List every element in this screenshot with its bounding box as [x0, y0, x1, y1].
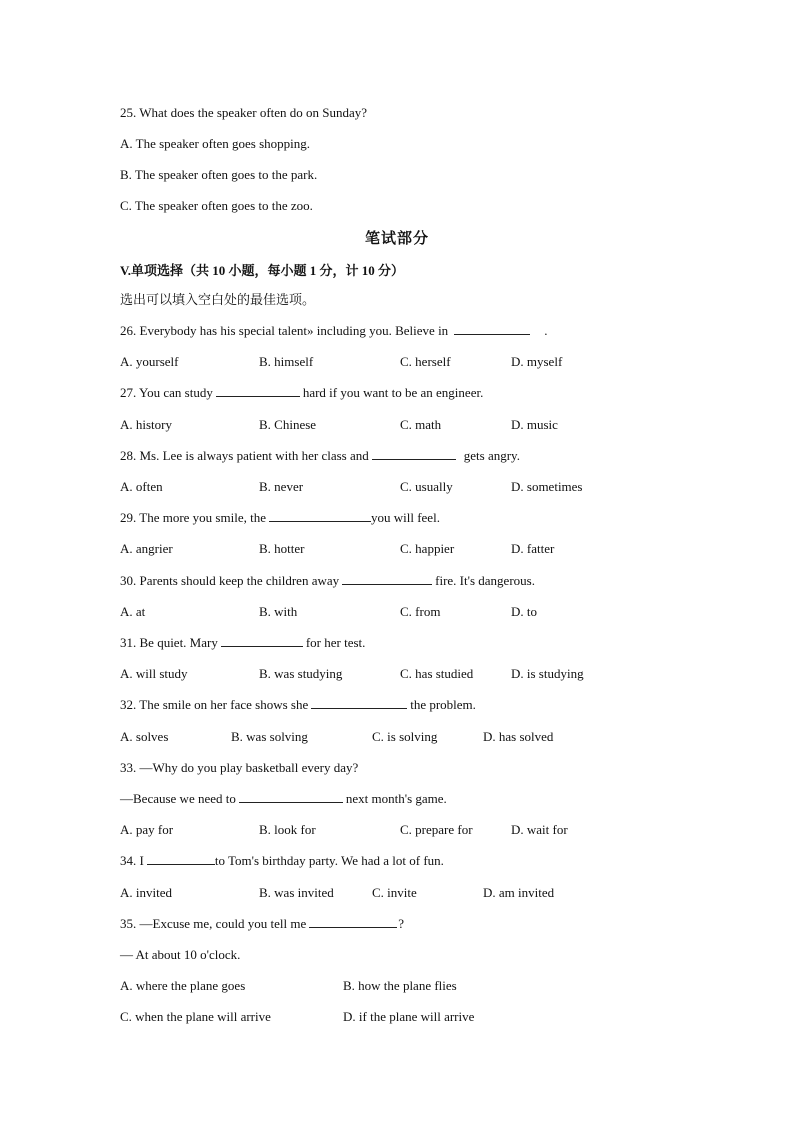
section-v-instruction: 选出可以填入空白处的最佳选项。	[120, 292, 316, 307]
q31-option-d: D. is studying	[511, 666, 584, 681]
q27-text-pre: 27. You can study	[120, 385, 213, 400]
q29-stem	[120, 509, 440, 527]
q30-stem	[120, 572, 535, 590]
q35-option-b: B. how the plane flies	[343, 978, 457, 993]
q31-option-b: B. was studying	[259, 666, 343, 681]
q28-text-pre: 28. Ms. Lee is always patient with her class and	[120, 448, 369, 463]
q34-blank	[147, 852, 215, 865]
q32-option-a: A. solves	[120, 729, 169, 744]
q30-text-post: fire. It's dangerous.	[435, 573, 535, 588]
section-title: 笔试部分	[364, 231, 429, 247]
q30-option-d: D. to	[511, 604, 537, 619]
q32-option-b: B. was solving	[231, 729, 308, 744]
q29-text-post: you will feel.	[370, 510, 440, 525]
q31-blank	[221, 634, 303, 647]
q26-option-c: C. herself	[400, 354, 451, 369]
q35-text-pre: 35. —Excuse me, could you tell me	[120, 916, 307, 931]
q33-reply	[120, 790, 447, 808]
q29-blank	[269, 509, 371, 522]
q28-option-c: C. usually	[400, 479, 453, 494]
q31-text-post: for her test.	[305, 635, 366, 650]
q29-option-a: A. angrier	[120, 541, 173, 556]
q25-option-c: C. The speaker often goes to the zoo.	[120, 198, 313, 213]
q26-text-post: .	[544, 323, 548, 338]
q31-option-a: A. will study	[120, 666, 188, 681]
q32-text-pre: 32. The smile on her face shows she	[120, 697, 309, 712]
q31-text-pre: 31. Be quiet. Mary	[120, 635, 218, 650]
q32-text-post: the problem.	[410, 697, 476, 712]
q32-option-c: C. is solving	[372, 729, 438, 744]
q32-blank	[311, 696, 407, 709]
q29-option-d: D. fatter	[511, 541, 555, 556]
q35-stem	[120, 915, 404, 933]
q27-option-d: D. music	[511, 417, 558, 432]
q26-option-a: A. yourself	[120, 354, 179, 369]
q32-option-d: D. has solved	[483, 729, 554, 744]
q28-stem	[120, 447, 520, 465]
q33-option-c: C. prepare for	[400, 822, 473, 837]
q34-text-post: to Tom's birthday party. We had a lot of fun.	[214, 853, 444, 868]
q34-option-b: B. was invited	[259, 885, 334, 900]
q29-option-c: C. happier	[400, 541, 455, 556]
q27-option-c: C. math	[400, 417, 442, 432]
q35-option-a: A. where the plane goes	[120, 978, 246, 993]
q30-option-c: C. from	[400, 604, 441, 619]
q28-option-b: B. never	[259, 479, 304, 494]
q25-option-a: A. The speaker often goes shopping.	[120, 136, 311, 151]
q35-text-post: ?	[398, 916, 405, 931]
q33-option-a: A. pay for	[120, 822, 174, 837]
q26-stem	[120, 322, 547, 340]
q34-option-c: C. invite	[372, 885, 417, 900]
section-v-title: V.单项选择（共 10 小题，每小题 1 分，计 10 分）	[120, 263, 404, 278]
q33-text-pre: —Because we need to	[120, 791, 236, 806]
q33-blank	[239, 790, 343, 803]
q34-stem	[120, 852, 444, 870]
q33-text-post: next month's game.	[345, 791, 447, 806]
q35-reply: — At about 10 o'clock.	[120, 947, 241, 962]
q33-option-d: D. wait for	[511, 822, 568, 837]
q28-option-d: D. sometimes	[511, 479, 583, 494]
q25-option-b: B. The speaker often goes to the park.	[120, 167, 318, 182]
q33-option-b: B. look for	[259, 822, 316, 837]
q34-option-a: A. invited	[120, 885, 172, 900]
q27-option-a: A. history	[120, 417, 172, 432]
q27-blank	[216, 384, 300, 397]
q28-option-a: A. often	[120, 479, 163, 494]
q30-text-pre: 30. Parents should keep the children away	[120, 573, 340, 588]
q30-blank	[342, 572, 432, 585]
q35-option-c: C. when the plane will arrive	[120, 1009, 271, 1024]
q32-stem	[120, 696, 476, 714]
q34-option-d: D. am invited	[483, 885, 555, 900]
q26-blank	[454, 322, 530, 335]
q27-stem	[120, 384, 483, 402]
q28-blank	[372, 447, 456, 460]
q33-stem: 33. —Why do you play basketball every day?	[120, 760, 359, 775]
q27-option-b: B. Chinese	[259, 417, 317, 432]
q25-stem: 25. What does the speaker often do on Sunday?	[120, 105, 368, 120]
q26-text-pre: 26. Everybody has his special talent» including you. Believe in	[120, 323, 449, 338]
q29-text-pre: 29. The more you smile, the	[120, 510, 266, 525]
q30-option-b: B. with	[259, 604, 298, 619]
q34-text-pre: 34. I	[120, 853, 144, 868]
q30-option-a: A. at	[120, 604, 146, 619]
q26-option-b: B. himself	[259, 354, 314, 369]
q35-option-d: D. if the plane will arrive	[343, 1009, 475, 1024]
q28-text-post: gets angry.	[463, 448, 520, 463]
q31-option-c: C. has studied	[400, 666, 474, 681]
q35-blank	[309, 915, 397, 928]
q29-option-b: B. hotter	[259, 541, 305, 556]
q31-stem	[120, 634, 365, 652]
q26-option-d: D. myself	[511, 354, 563, 369]
q27-text-post: hard if you want to be an engineer.	[302, 385, 484, 400]
